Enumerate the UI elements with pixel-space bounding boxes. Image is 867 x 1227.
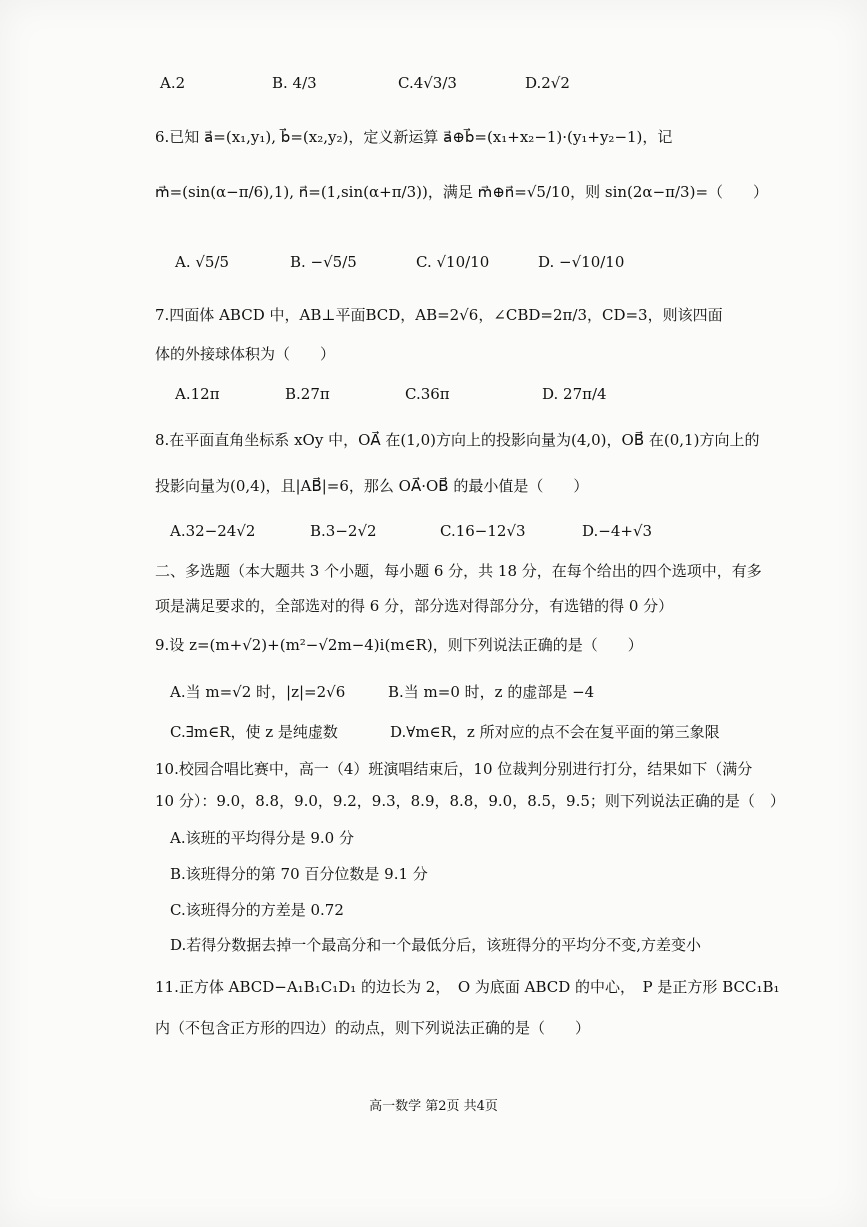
q8-option-b: B.3−2√2	[310, 522, 377, 540]
q6-option-b: B. −√5/5	[290, 253, 357, 271]
q8-option-c: C.16−12√3	[440, 522, 526, 540]
q5-option-d: D.2√2	[525, 74, 570, 92]
q8-line1: 8.在平面直角坐标系 xOy 中，OA⃗ 在(1,0)方向上的投影向量为(4,0)，OB⃗ 在(0,1)方向上的	[155, 431, 760, 449]
section2-line2: 项是满足要求的，全部选对的得 6 分，部分选对得部分分，有选错的得 0 分）	[155, 597, 674, 615]
q9-option-b: B.当 m=0 时，z 的虚部是 −4	[388, 683, 595, 701]
q7-option-b: B.27π	[285, 385, 330, 403]
q9-option-a: A.当 m=√2 时，|z|=2√6	[170, 683, 346, 701]
q7-line2: 体的外接球体积为（ ）	[155, 345, 336, 363]
q5-option-a: A.2	[160, 74, 186, 92]
q6-option-a: A. √5/5	[175, 253, 230, 271]
q11-line2: 内（不包含正方形的四边）的动点，则下列说法正确的是（ ）	[155, 1019, 591, 1037]
q11-line1: 11.正方体 ABCD−A₁B₁C₁D₁ 的边长为 2， O 为底面 ABCD 的中心， P 是正方形 BCC₁B₁	[155, 978, 780, 996]
q7-option-d: D. 27π/4	[542, 385, 607, 403]
q10-option-c: C.该班得分的方差是 0.72	[170, 901, 344, 919]
q7-option-c: C.36π	[405, 385, 450, 403]
q7-line1: 7.四面体 ABCD 中，AB⊥平面BCD，AB=2√6，∠CBD=2π/3，CD=3，则该四面	[155, 306, 723, 324]
q10-option-b: B.该班得分的第 70 百分位数是 9.1 分	[170, 865, 428, 883]
q10-line1: 10.校园合唱比赛中，高一（4）班演唱结束后，10 位裁判分别进行打分，结果如下（满分	[155, 760, 753, 778]
q6-option-c: C. √10/10	[416, 253, 490, 271]
q8-option-d: D.−4+√3	[582, 522, 653, 540]
q6-option-d: D. −√10/10	[538, 253, 625, 271]
q5-option-c: C.4√3/3	[398, 74, 457, 92]
q10-option-a: A.该班的平均得分是 9.0 分	[170, 829, 354, 847]
q6-line1: 6.已知 a⃗=(x₁,y₁), b⃗=(x₂,y₂)，定义新运算 a⃗⊕b⃗=(x₁+x₂−1)·(y₁+y₂−1)，记	[155, 128, 673, 146]
q8-line2: 投影向量为(0,4)，且|AB⃗|=6，那么 OA⃗·OB⃗ 的最小值是（ ）	[155, 477, 589, 495]
q8-option-a: A.32−24√2	[170, 522, 256, 540]
section2-line1: 二、多选题（本大题共 3 个小题，每小题 6 分，共 18 分，在每个给出的四个选项中，有多	[155, 562, 762, 580]
q10-line2: 10 分）：9.0，8.8，9.0，9.2，9.3，8.9，8.8，9.0，8.5，9.5；则下列说法正确的是（ ）	[155, 792, 785, 810]
q9-option-d: D.∀m∈R，z 所对应的点不会在复平面的第三象限	[390, 723, 720, 741]
q6-line2: m⃗=(sin(α−π/6),1), n⃗=(1,sin(α+π/3))，满足 m⃗⊕n⃗=√5/10，则 sin(2α−π/3)=（ ）	[155, 183, 769, 201]
q7-option-a: A.12π	[175, 385, 220, 403]
q9-option-c: C.∃m∈R，使 z 是纯虚数	[170, 723, 338, 741]
page-footer: 高一数学 第2页 共4页	[369, 1099, 498, 1114]
q10-option-d: D.若得分数据去掉一个最高分和一个最低分后，该班得分的平均分不变,方差变小	[170, 936, 702, 954]
q5-option-b: B. 4/3	[272, 74, 317, 92]
q9-stem: 9.设 z=(m+√2)+(m²−√2m−4)i(m∈R)，则下列说法正确的是（ ）	[155, 636, 643, 654]
